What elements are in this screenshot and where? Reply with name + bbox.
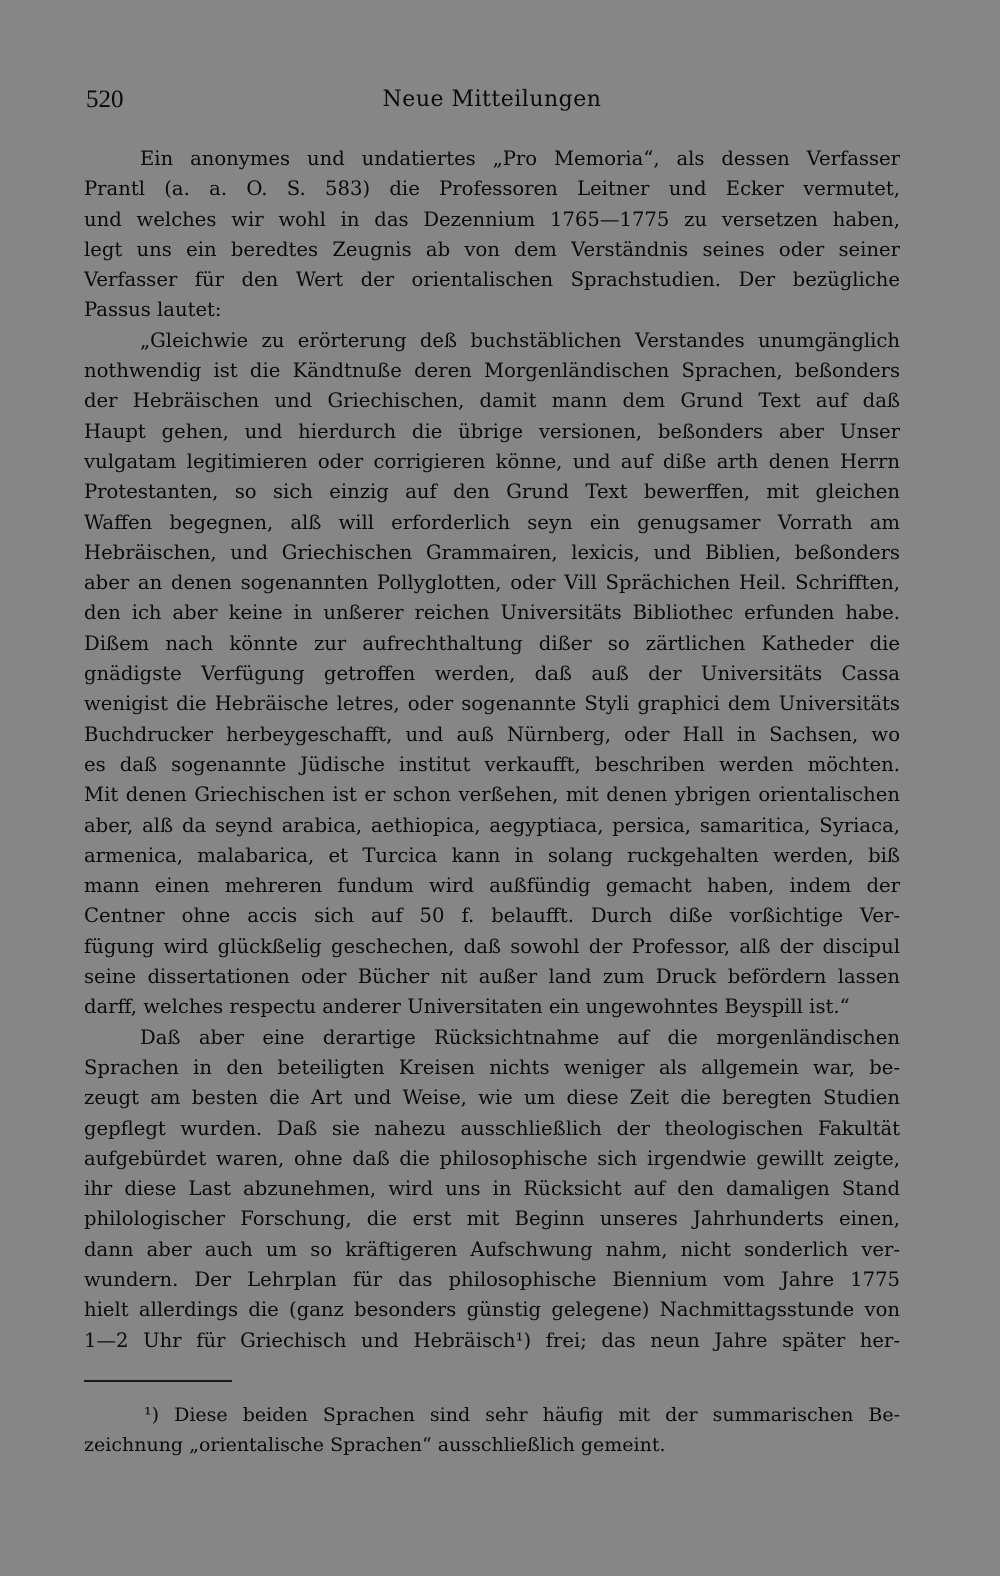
text-line: ihr diese Last abzunehmen, wird uns in Rücksicht auf den damaligen Stand: [84, 1177, 900, 1201]
text-line: seine dissertationen oder Bücher nit außer land zum Druck befördern lassen: [84, 965, 900, 989]
text-line: Mit denen Griechischen ist er schon verßehen, mit denen ybrigen orientalischen: [84, 783, 900, 807]
text-line: wundern. Der Lehrplan für das philosophische Biennium vom Jahre 1775: [84, 1267, 900, 1291]
text-line: dann aber auch um so kräftigeren Aufschwung nahm, nicht sonderlich ver-: [84, 1237, 900, 1261]
text-line: Centner ohne accis sich auf 50 f. belaufft. Durch diße vorßichtige Ver-: [84, 904, 900, 928]
text-line: Buchdrucker herbeygeschafft, und auß Nürnberg, oder Hall in Sachsen, wo: [84, 722, 900, 746]
text-line: vulgatam legitimieren oder corrigieren könne, und auf diße arth denen Herrn: [84, 449, 900, 473]
text-line: armenica, malabarica, et Turcica kann in solang ruckgehalten werden, biß: [84, 843, 900, 867]
text-line: darff, welches respectu anderer Universitaten ein ungewohntes Beyspill ist.“: [84, 995, 850, 1019]
text-line: Hebräischen, und Griechischen Grammairen, lexicis, und Biblien, beßonders: [84, 540, 900, 564]
footnote-line: zeichnung „orientalische Sprachen“ ausschließlich gemeint.: [84, 1434, 666, 1457]
text-line: Dißem nach könnte zur aufrechthaltung dißer so zärtlichen Katheder die: [84, 631, 900, 655]
text-line: philologischer Forschung, die erst mit Beginn unseres Jahrhunderts einen,: [84, 1207, 900, 1231]
text-line: gepflegt wurden. Daß sie nahezu ausschließlich der theologischen Fakultät: [84, 1116, 900, 1140]
text-line: zeugt am besten die Art und Weise, wie um diese Zeit die beregten Studien: [84, 1086, 900, 1110]
text-line: Ein anonymes und undatiertes „Pro Memoria“, als dessen Verfasser: [140, 147, 900, 170]
text-line: Daß aber eine derartige Rücksichtnahme auf die morgenländischen: [140, 1025, 900, 1049]
text-line: 1—2 Uhr für Griechisch und Hebräisch¹) frei; das neun Jahre später her-: [84, 1328, 900, 1352]
text-line: aufgebürdet waren, ohne daß die philosophische sich irgendwie gewillt zeigte,: [84, 1146, 900, 1170]
text-line: mann einen mehreren fundum wird außfündig gemacht haben, indem der: [84, 874, 900, 898]
text-line: es daß sogenannte Jüdische institut verkaufft, beschriben werden möchten.: [84, 752, 900, 776]
body-text: [84, 144, 900, 1356]
text-line: Protestanten, so sich einzig auf den Grund Text bewerffen, mit gleichen: [84, 480, 900, 504]
running-title: Neue Mitteilungen: [382, 87, 602, 112]
text-line: und welches wir wohl in das Dezennium 1765—1775 zu versetzen haben,: [84, 207, 900, 231]
text-line: nothwendig ist die Kändtnuße deren Morgenländischen Sprachen, beßonders: [84, 359, 900, 383]
footnotes: [84, 1400, 900, 1461]
text-line: Waffen begegnen, alß will erforderlich seyn ein genugsamer Vorrath am: [84, 510, 900, 534]
paragraph-discussion: [84, 1023, 900, 1356]
footnote: [84, 1400, 900, 1461]
text-line: Verfasser für den Wert der orientalischen Sprachstudien. Der bezügliche: [84, 268, 900, 292]
text-line: den ich aber keine in unßerer reichen Universitäts Bibliothec erfunden habe.: [84, 601, 900, 625]
text-line: wenigist die Hebräische letres, oder sogenannte Styli graphici dem Universitäts: [84, 692, 900, 716]
text-line: aber an denen sogenannten Pollyglotten, oder Vill Sprächichen Heil. Schrifften,: [84, 571, 900, 595]
paragraph-intro: [84, 144, 900, 326]
text-line: Prantl (a. a. O. S. 583) die Professoren Leitner und Ecker vermutet,: [84, 177, 900, 201]
text-line: „Gleichwie zu erörterung deß buchstäblichen Verstandes unumgänglich: [140, 328, 900, 352]
page: [84, 80, 900, 1460]
footnote-line: ¹) Diese beiden Sprachen sind sehr häufig mit der summarischen Be-: [144, 1403, 900, 1426]
text-line: der Hebräischen und Griechischen, damit mann dem Grund Text auf daß: [84, 389, 900, 413]
running-head: [84, 80, 900, 124]
text-line: fügung wird glückßelig geschechen, daß sowohl der Professor, alß der discipul: [84, 934, 900, 958]
text-line: Passus lautet:: [84, 298, 222, 322]
text-line: Haupt gehen, und hierdurch die übrige versionen, beßonders aber Unser: [84, 419, 900, 443]
text-line: hielt allerdings die (ganz besonders günstig gelegene) Nachmittagsstunde von: [84, 1298, 900, 1322]
text-line: gnädigste Verfügung getroffen werden, daß auß der Universitäts Cassa: [84, 662, 900, 686]
text-line: legt uns ein beredtes Zeugnis ab von dem Verständnis seines oder seiner: [84, 237, 900, 261]
paragraph-quotation: [84, 326, 900, 1023]
text-line: Sprachen in den beteiligten Kreisen nichts weniger als allgemein war, be-: [84, 1055, 900, 1079]
footnote-divider: [84, 1380, 232, 1382]
page-number: 520: [86, 86, 124, 113]
text-line: aber, alß da seynd arabica, aethiopica, aegyptiaca, persica, samaritica, Syriaca,: [84, 813, 900, 837]
